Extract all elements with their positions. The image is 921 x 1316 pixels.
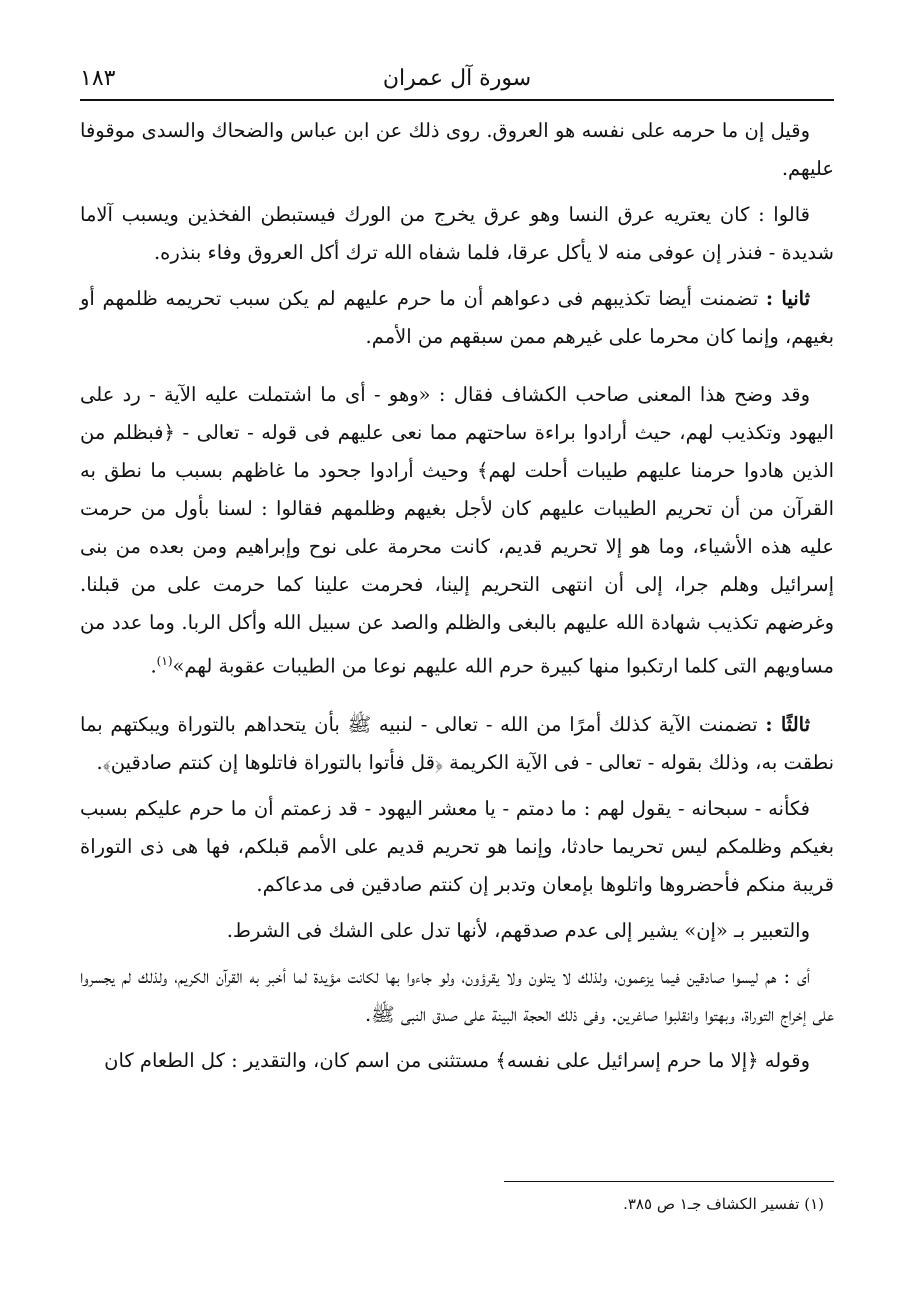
page-number: ١٨٣ bbox=[80, 66, 116, 91]
footnote-reference: (١) bbox=[156, 654, 173, 668]
paragraph-lead: ثانيا : bbox=[765, 287, 810, 310]
page-title: سورة آل عمران bbox=[382, 66, 532, 91]
main-text bbox=[80, 112, 834, 1080]
header-divider bbox=[80, 99, 834, 101]
paragraph-text: والتعبير بـ «إن» يشير إلى عدم صدقهم، لأنها تدل على الشك فى الشرط. bbox=[226, 918, 810, 942]
paragraph-4 bbox=[80, 376, 834, 686]
page-header bbox=[80, 60, 834, 98]
paragraph-9 bbox=[80, 1042, 834, 1080]
paragraph-text: أى : هم ليسوا صادقين فيما يزعمون، ولذلك لا يتلون ولا يقرؤون، ولو جاءوا بها لكانت مؤيدة لما أخبر به القرآن الكريم، ولذلك لم يجسروا على إخراج التوراة، وبهتوا وانقلبوا صاغرين. وفى ذلك الحجة البينة على صدق النبى ﷺ. bbox=[80, 964, 834, 1026]
paragraph-text: كان يعتريه عرق النسا وهو عرق يخرج من الورك فيستبطن الفخذين ويسبب آلاما شديدة - فنذر إن عوفى منه لا يأكل عرقا، فلما شفاه الله ترك أكل العروق وفاء بنذره. bbox=[80, 203, 834, 264]
paragraph-text: تضمنت الآية كذلك أمرًا من الله - تعالى - لنبيه ﷺ بأن يتحداهم بالتوراة ويبكتهم بما نطقت به، وذلك بقوله - تعالى - فى الآية الكريمة ﴿قل فأتوا بالتوراة فاتلوها إن كنتم صادقين﴾. bbox=[80, 712, 834, 774]
paragraph-1 bbox=[80, 112, 834, 188]
paragraph-text: وقد وضح هذا المعنى صاحب الكشاف فقال : «وهو - أى ما اشتملت عليه الآية - رد على اليهود وتكذيب لهم، حيث أرادوا براءة ساحتهم مما نعى عليهم فى قوله - تعالى - ﴿فبظلم من الذين هادوا حرمنا عليهم طيبات أحلت لهم﴾ وحيث أرادوا جحود ما غاظهم بسبب ما نطق به القرآن من أن تحريم الطيبات عليهم كان لأجل بغيهم وظلمهم فقالوا : لسنا بأول من حرمت عليه هذه الأشياء، وما هو إلا تحريم قديم، كانت محرمة على نوح وإبراهيم ومن بعده من بنى إسرائيل وهلم جرا، إلى أن انتهى التحريم إلينا، فحرمت علينا كما حرمت على من قبلنا. وغرضهم تكذيب شهادة الله عليهم بالبغى والظلم والصد عن سبيل الله وأكل الربا. وما عدد من مساويهم التى كلما ارتكبوا منها كبيرة حرم الله عليهم نوعا من الطيبات عقوبة لهم» bbox=[80, 383, 834, 678]
paragraph-lead: قالوا : bbox=[758, 203, 810, 226]
paragraph-2 bbox=[80, 196, 834, 272]
paragraph-3 bbox=[80, 280, 834, 356]
footnote-divider bbox=[504, 1181, 834, 1182]
paragraph-text: وقيل إن ما حرمه على نفسه هو العروق. روى ذلك عن ابن عباس والضحاك والسدى موقوفا عليهم. bbox=[80, 119, 834, 180]
paragraph-lead: ثالثًا : bbox=[765, 712, 810, 736]
paragraph-text: وقوله ﴿إلا ما حرم إسرائيل على نفسه﴾ مستثنى من اسم كان، والتقدير : كل الطعام كان bbox=[104, 1048, 810, 1072]
paragraph-8 bbox=[80, 958, 834, 1034]
paragraph-7 bbox=[80, 912, 834, 950]
paragraph-text: فكأنه - سبحانه - يقول لهم : ما دمتم - يا معشر اليهود - قد زعمتم أن ما حرم عليكم بسبب بغيكم وظلمكم ليس تحريما حادثا، وإنما هو تحريم قديم على الأمم قبلكم، فها هى ذى التوراة قريبة منكم فأحضروها واتلوها بإمعان وتدبر إن كنتم صادقين فى مدعاكم. bbox=[80, 796, 834, 896]
book-page bbox=[80, 40, 834, 1280]
paragraph-text: تضمنت أيضا تكذيبهم فى دعواهم أن ما حرم عليهم لم يكن سبب تحريمه ظلمهم أو بغيهم، وإنما كان محرما على غيرهم ممن سبقهم من الأمم. bbox=[80, 287, 834, 348]
footnote: (١) تفسير الكشاف جـ١ ص ٣٨٥. bbox=[623, 1195, 824, 1213]
paragraph-6 bbox=[80, 790, 834, 904]
paragraph-tail: . bbox=[150, 654, 157, 678]
paragraph-5 bbox=[80, 706, 834, 782]
